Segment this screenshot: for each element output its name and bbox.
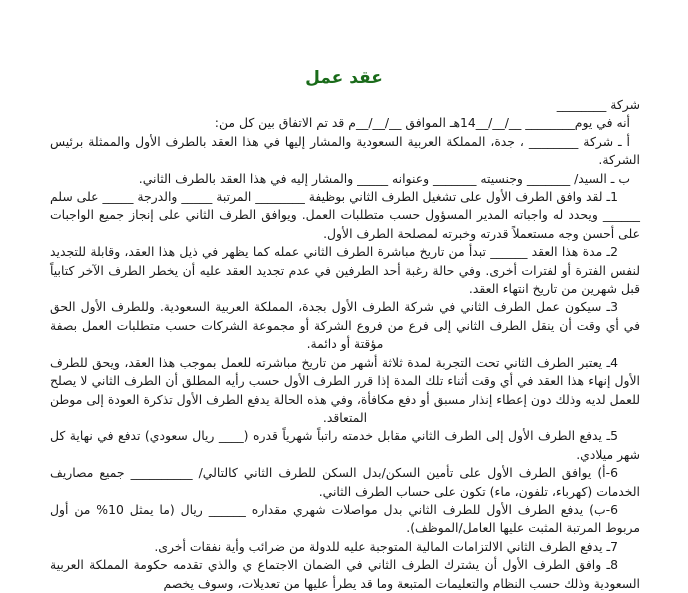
paragraph-clause-8: 8ـ وافق الطرف الأول أن يشترك الطرف الثاني في الضمان الاجتماع ي والذي تقدمه حكومة المملكة العربية السعودية وذلك حسب النظام والتعليمات المتبعة وما قد يطرأ عليها من تعديلات، وسوف يخصم	[50, 557, 640, 591]
paragraph-clause-6a: 6-أ) يوافق الطرف الأول على تأمين السكن/بدل السكن للطرف الثاني كالتالي/ __________ جميع مصاريف الخدمات (كهرباء، تلفون، ماء) تكون على حساب الطرف الثاني.	[50, 465, 640, 499]
document-body	[50, 96, 640, 593]
paragraph-clause-4: 4ـ يعتبر الطرف الثاني تحت التجربة لمدة ثلاثة أشهر من تاريخ مباشرته للعمل بموجب هذا العقد، ويحق للطرف الأول إنهاء هذا العقد في أي وقت أثناء تلك المدة إذا قرر الطرف الأول حسب رأيه المطلق أن الطرف الثاني لا يصلح للعمل لديه وذلك دون إعطاء إنذار مسبق أو دفع مكافأة، وفي هذه الحالة يدفع الطرف الأول تذكرة العودة إلى موطن المتعاقد.	[50, 354, 640, 425]
paragraph-company-line: شركة ________	[556, 97, 640, 112]
page-title: عقد عمل	[305, 68, 383, 88]
paragraph-clause-1: 1ـ لقد وافق الطرف الأول على تشغيل الطرف الثاني بوظيفة ________ المرتبة _____ والدرجة _____ على سلم ______ ويحدد له واجباته المدير المسؤول حسب متطلبات العمل. ويوافق الطرف الثاني على إنجاز جميع الواجبات على أحسن وجه مستعملاً قدرته وخبرته لمصلحة الطرف الأول.	[50, 189, 640, 241]
paragraph-clause-7: 7ـ يدفع الطرف الثاني الالتزامات المالية المتوجبة عليه للدولة من ضرائب وأية نفقات أخرى.	[154, 538, 618, 554]
paragraph-date-line: أنه في يوم________ __/__/__14هـ الموافق __/__/__م قد تم الاتفاق بين كل من:	[214, 115, 630, 131]
paragraph-clause-3: 3ـ سيكون عمل الطرف الثاني في شركة الطرف الأول بجدة، المملكة العربية السعودية. وللطرف الأول الحق في أي وقت أن ينقل الطرف الثاني إلى فرع من فروع الشركة أو مجموعة الشركات حسب متطلبات العمل بصفة مؤقتة أو دائمة.	[50, 299, 640, 352]
paragraph-clause-2: 2ـ مدة هذا العقد ______ تبدأ من تاريخ مباشرة الطرف الثاني عمله كما يظهر في ذيل هذا العقد، وقابلة للتجديد لنفس الفترة أو لفترات أخرى. وفي حالة رغبة أحد الطرفين في عدم تجديد العقد عليه أن يخطر الطرف الآخر كتابياً قبل شهرين من تاريخ انتهاء العقد.	[50, 244, 640, 297]
paragraph-party-b: ب ـ السيد/ _______ وجنسيته _______ وعنوانه _____ والمشار إليه في هذا العقد بالطرف الثاني.	[138, 170, 630, 186]
paragraph-party-a: أ ـ شركة ________ ، جدة، المملكة العربية السعودية والمشار إليها في هذا العقد بالطرف الأول والممثلة برئيس الشركة.	[50, 133, 640, 168]
paragraph-clause-6b: 6-ب) يدفع الطرف الأول للطرف الثاني بدل مواصلات شهري مقداره ______ ريال (ما يمثل 10% من أول مربوط المرتبة المثبت عليها العامل/الموظف).	[50, 501, 640, 536]
paragraph-clause-5: 5ـ يدفع الطرف الأول إلى الطرف الثاني مقابل خدمته راتباً شهرياً قدره (____ ريال سعودي) تدفع في نهاية كل شهر ميلادي.	[50, 428, 640, 462]
